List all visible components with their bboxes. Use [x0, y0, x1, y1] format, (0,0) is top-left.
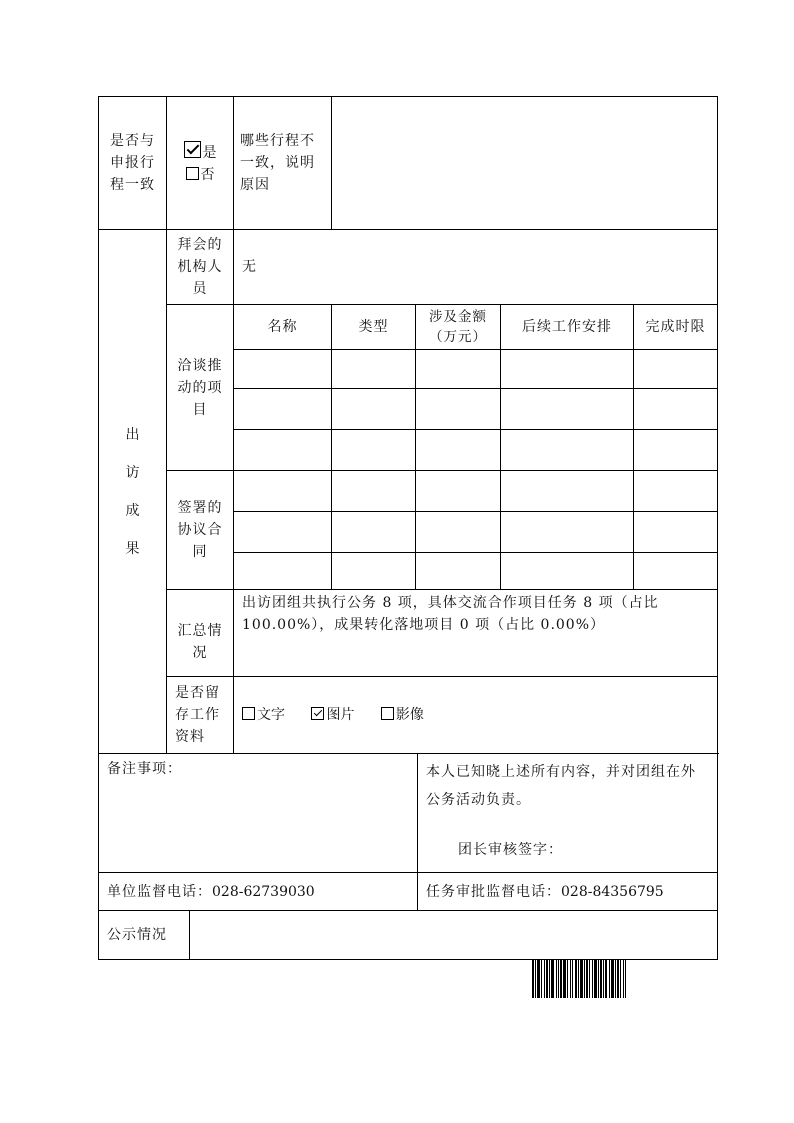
outcome-char-4: 果: [125, 540, 140, 557]
remarks-label: 备注事项：: [99, 754, 418, 873]
reason-label: 哪些行程不一致，说明原因: [234, 97, 332, 230]
col-amount-header: 涉及金额（万元）: [416, 305, 501, 350]
table-cell[interactable]: [234, 430, 332, 471]
table-cell[interactable]: [416, 553, 501, 590]
col-followup-header: 后续工作安排: [501, 305, 634, 350]
agreement-row-1: [99, 471, 718, 512]
table-cell[interactable]: [634, 350, 718, 389]
approval-phone-value: 028-84356795: [561, 883, 664, 900]
no-checkbox-icon[interactable]: [186, 167, 199, 180]
agreements-label: 签署的协议合同: [167, 471, 234, 590]
unit-phone-label: 单位监督电话：: [107, 883, 212, 900]
summary-text: 出访团组共执行公务 8 项，具体交流合作项目任务 8 项（占比 100.00%），成果转化落地项目 0 项（占比 0.00%）: [234, 590, 718, 677]
outcome-char-3: 成: [125, 502, 140, 519]
table-cell[interactable]: [332, 430, 416, 471]
table-cell[interactable]: [234, 512, 332, 553]
table-cell[interactable]: [501, 350, 634, 389]
video-checkbox-icon[interactable]: [381, 707, 394, 720]
table-cell[interactable]: [634, 512, 718, 553]
publicity-value[interactable]: [190, 911, 718, 960]
outbound-visit-form: [98, 96, 717, 960]
archive-option-label: 影像: [395, 707, 424, 723]
visited-value[interactable]: 无: [234, 230, 718, 305]
table-cell[interactable]: [416, 512, 501, 553]
archive-option-image[interactable]: [311, 707, 354, 723]
text-checkbox-icon[interactable]: [242, 707, 255, 720]
unit-phone-cell: [99, 873, 418, 911]
col-name-header: 名称: [234, 305, 332, 350]
barcode-image: [532, 960, 686, 998]
col-deadline-header: 完成时限: [634, 305, 718, 350]
remarks-statement: 本人已知晓上述所有内容，并对团组在外公务活动负责。: [426, 764, 696, 808]
signature-label: 团长审核签字：: [458, 842, 563, 858]
table-cell[interactable]: [416, 350, 501, 389]
table-cell[interactable]: [416, 389, 501, 430]
table-cell[interactable]: [234, 471, 332, 512]
visited-label: 拜会的机构人员: [167, 230, 234, 305]
yes-label: 是: [202, 144, 217, 161]
table-cell[interactable]: [332, 553, 416, 590]
table-cell[interactable]: [501, 430, 634, 471]
archive-option-video[interactable]: [381, 707, 424, 723]
outcome-char-1: 出: [125, 426, 140, 443]
form-table: [98, 96, 718, 754]
table-cell[interactable]: [416, 471, 501, 512]
table-cell[interactable]: [501, 471, 634, 512]
archive-label: 是否留存工作资料: [167, 677, 234, 754]
table-cell[interactable]: [634, 430, 718, 471]
yes-checkbox-icon[interactable]: [184, 141, 201, 158]
table-cell[interactable]: [501, 512, 634, 553]
col-type-header: 类型: [332, 305, 416, 350]
outcome-char-2: 访: [125, 464, 140, 481]
table-cell[interactable]: [501, 389, 634, 430]
publicity-label: 公示情况: [99, 911, 190, 960]
approval-phone-label: 任务审批监督电话：: [426, 883, 561, 900]
table-cell[interactable]: [634, 553, 718, 590]
archive-option-label: 图片: [326, 707, 355, 723]
archive-option-label: 文字: [257, 707, 285, 723]
table-cell[interactable]: [234, 553, 332, 590]
approval-phone-cell: [418, 873, 718, 911]
archive-options: [234, 677, 718, 754]
no-label: 否: [200, 166, 215, 183]
yes-option[interactable]: [171, 141, 229, 164]
archive-option-text[interactable]: [242, 707, 285, 723]
no-option[interactable]: [171, 164, 229, 186]
table-cell[interactable]: [332, 350, 416, 389]
projects-label: 洽谈推动的项目: [167, 305, 234, 471]
footer-table: [98, 753, 718, 960]
consistency-options: [167, 97, 234, 230]
summary-label: 汇总情况: [167, 590, 234, 677]
table-cell[interactable]: [234, 389, 332, 430]
barcode-bar: [626, 960, 629, 998]
outcome-section-label: [99, 230, 167, 754]
table-cell[interactable]: [501, 553, 634, 590]
table-cell[interactable]: [634, 471, 718, 512]
table-cell[interactable]: [332, 512, 416, 553]
reason-value[interactable]: [332, 97, 718, 230]
remarks-statement-cell: [418, 754, 718, 873]
table-cell[interactable]: [634, 389, 718, 430]
unit-phone-value: 028-62739030: [212, 883, 315, 900]
table-cell[interactable]: [332, 389, 416, 430]
consistency-label: 是否与申报行程一致: [99, 97, 167, 230]
image-checkbox-icon[interactable]: [311, 707, 324, 720]
table-cell[interactable]: [234, 350, 332, 389]
table-cell[interactable]: [416, 430, 501, 471]
table-cell[interactable]: [332, 471, 416, 512]
